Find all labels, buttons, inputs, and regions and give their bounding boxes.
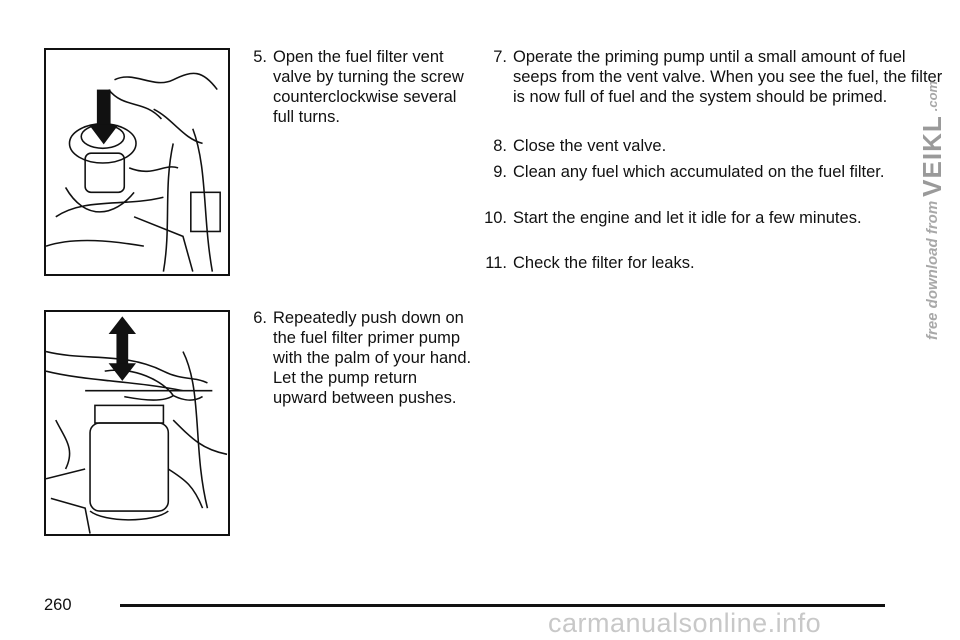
step-text: Check the filter for leaks. bbox=[513, 254, 695, 272]
watermark-brand: VEIKL bbox=[916, 115, 947, 197]
step-number: 7. bbox=[493, 48, 507, 66]
watermark-suffix: .com bbox=[924, 80, 940, 112]
step-9 bbox=[468, 162, 943, 182]
step-text: Open the fuel filter vent valve by turning the screw counterclockwise several full turns. bbox=[273, 48, 464, 126]
step-number: 11. bbox=[485, 254, 507, 272]
step-number: 8. bbox=[493, 137, 507, 155]
step-6 bbox=[246, 308, 475, 408]
step-number: 9. bbox=[493, 163, 507, 181]
watermark bbox=[912, 80, 952, 340]
step-text: Start the engine and let it idle for a few minutes. bbox=[513, 209, 862, 227]
step-11 bbox=[468, 253, 943, 273]
step-7 bbox=[468, 47, 943, 107]
primer-pump-drawing bbox=[46, 312, 228, 534]
step-number: 10. bbox=[484, 209, 507, 227]
footer-rule bbox=[120, 604, 885, 607]
vent-valve-drawing bbox=[46, 50, 228, 274]
down-arrow-icon bbox=[89, 90, 118, 145]
step-5 bbox=[246, 47, 475, 127]
step-text: Repeatedly push down on the fuel filter primer pump with the palm of your hand. Let the pump return upward between pushes. bbox=[273, 309, 472, 407]
step-number: 6. bbox=[253, 309, 267, 327]
step-text: Operate the priming pump until a small amount of fuel seeps from the vent valve. When you see the fuel, the filter is now full of fuel and the system should be primed. bbox=[513, 48, 943, 106]
step-number: 5. bbox=[253, 48, 267, 66]
step-text: Close the vent valve. bbox=[513, 137, 667, 155]
vent-valve-illustration bbox=[44, 48, 230, 276]
footer-site-link[interactable]: carmanualsonline.info bbox=[548, 608, 822, 638]
step-10 bbox=[468, 208, 943, 228]
step-text: Clean any fuel which accumulated on the fuel filter. bbox=[513, 163, 885, 181]
step-8 bbox=[468, 136, 943, 156]
page-number: 260 bbox=[44, 596, 72, 614]
watermark-prefix: free download from bbox=[923, 200, 941, 340]
primer-pump-illustration bbox=[44, 310, 230, 536]
